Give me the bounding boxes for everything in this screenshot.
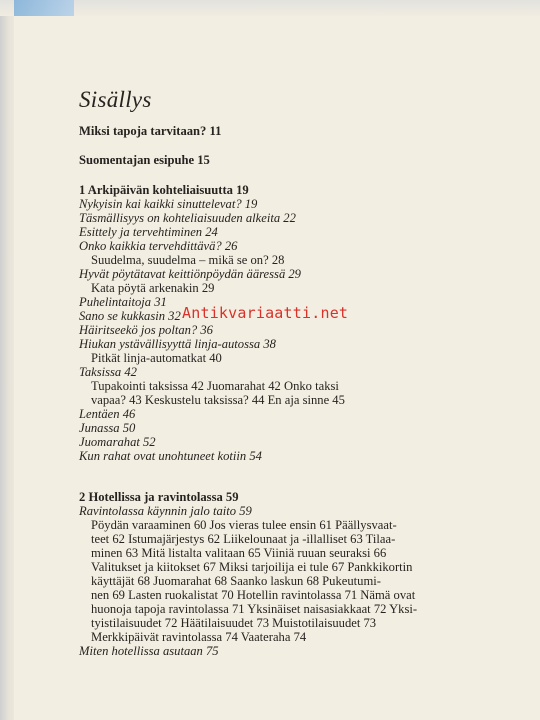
toc-entry: Puhelintaitoja 31	[79, 295, 167, 309]
toc-entry: Merkkipäivät ravintolassa 74 Vaateraha 74	[91, 630, 307, 644]
toc-entry: 1 Arkipäivän kohteliaisuutta 19	[79, 183, 249, 197]
toc-entry: Lentäen 46	[79, 407, 136, 421]
toc-entry: Ravintolassa käynnin jalo taito 59	[79, 504, 252, 518]
toc-entry: käyttäjät 68 Juomarahat 68 Saanko laskun 68 Pukeutumi-	[91, 574, 381, 588]
toc-entry: Miksi tapoja tarvitaan? 11	[79, 124, 222, 138]
toc-entry: Onko kaikkia tervehdittävä? 26	[79, 239, 238, 253]
toc-entry: Nykyisin kai kaikki sinuttelevat? 19	[79, 197, 258, 211]
book-cover-edge	[14, 0, 74, 16]
toc-entry: Pitkät linja-automatkat 40	[91, 351, 222, 365]
toc-entry: Esittely ja tervehtiminen 24	[79, 225, 218, 239]
page-gutter	[0, 0, 14, 720]
toc-entry: teet 62 Istumajärjestys 62 Liikelounaat ja -illalliset 63 Tilaa-	[91, 532, 396, 546]
toc-entry: Täsmällisyys on kohteliaisuuden alkeita 22	[79, 211, 296, 225]
toc-entry: tyistilaisuudet 72 Häätilaisuudet 73 Muistotilaisuudet 73	[91, 616, 377, 630]
toc-entry: Miten hotellissa asutaan 75	[79, 644, 219, 658]
toc-entry: minen 63 Mitä listalta valitaan 65 Viiniä ruuan seuraksi 66	[91, 546, 387, 560]
toc-entry: Juomarahat 52	[79, 435, 156, 449]
watermark: Antikvariaatti.net	[182, 304, 349, 322]
toc-entry: Suomentajan esipuhe 15	[79, 153, 210, 167]
toc-entry: Pöydän varaaminen 60 Jos vieras tulee ensin 61 Päällysvaat-	[91, 518, 397, 532]
toc-entry: Tupakointi taksissa 42 Juomarahat 42 Onko taksi	[91, 379, 339, 393]
page-top-edge	[0, 0, 540, 16]
toc-entry: Valitukset ja kiitokset 67 Miksi tarjoilija ei tule 67 Pankkikortin	[91, 560, 413, 574]
toc-entry: 2 Hotellissa ja ravintolassa 59	[79, 490, 239, 504]
toc-entry: vapaa? 43 Keskustelu taksissa? 44 En aja sinne 45	[91, 393, 345, 407]
toc-entry: Hyvät pöytätavat keittiönpöydän ääressä 29	[79, 267, 301, 281]
toc-entry: nen 69 Lasten ruokalistat 70 Hotellin ravintolassa 71 Nämä ovat	[91, 588, 416, 602]
toc-entry: Junassa 50	[79, 421, 136, 435]
toc-entry: Taksissa 42	[79, 365, 137, 379]
toc-entry: Kun rahat ovat unohtuneet kotiin 54	[79, 449, 262, 463]
toc-entry: huonoja tapoja ravintolassa 71 Yksinäiset naisasiakkaat 72 Yksi-	[91, 602, 418, 616]
toc-entry: Kata pöytä arkenakin 29	[91, 281, 215, 295]
toc-title: Sisällys	[79, 87, 152, 112]
toc-entry: Sano se kukkasin 32	[79, 309, 181, 323]
toc-entry: Suudelma, suudelma – mikä se on? 28	[91, 253, 285, 267]
toc-entry: Häiritseekö jos poltan? 36	[79, 323, 213, 337]
toc-entry: Hiukan ystävällisyyttä linja-autossa 38	[79, 337, 276, 351]
